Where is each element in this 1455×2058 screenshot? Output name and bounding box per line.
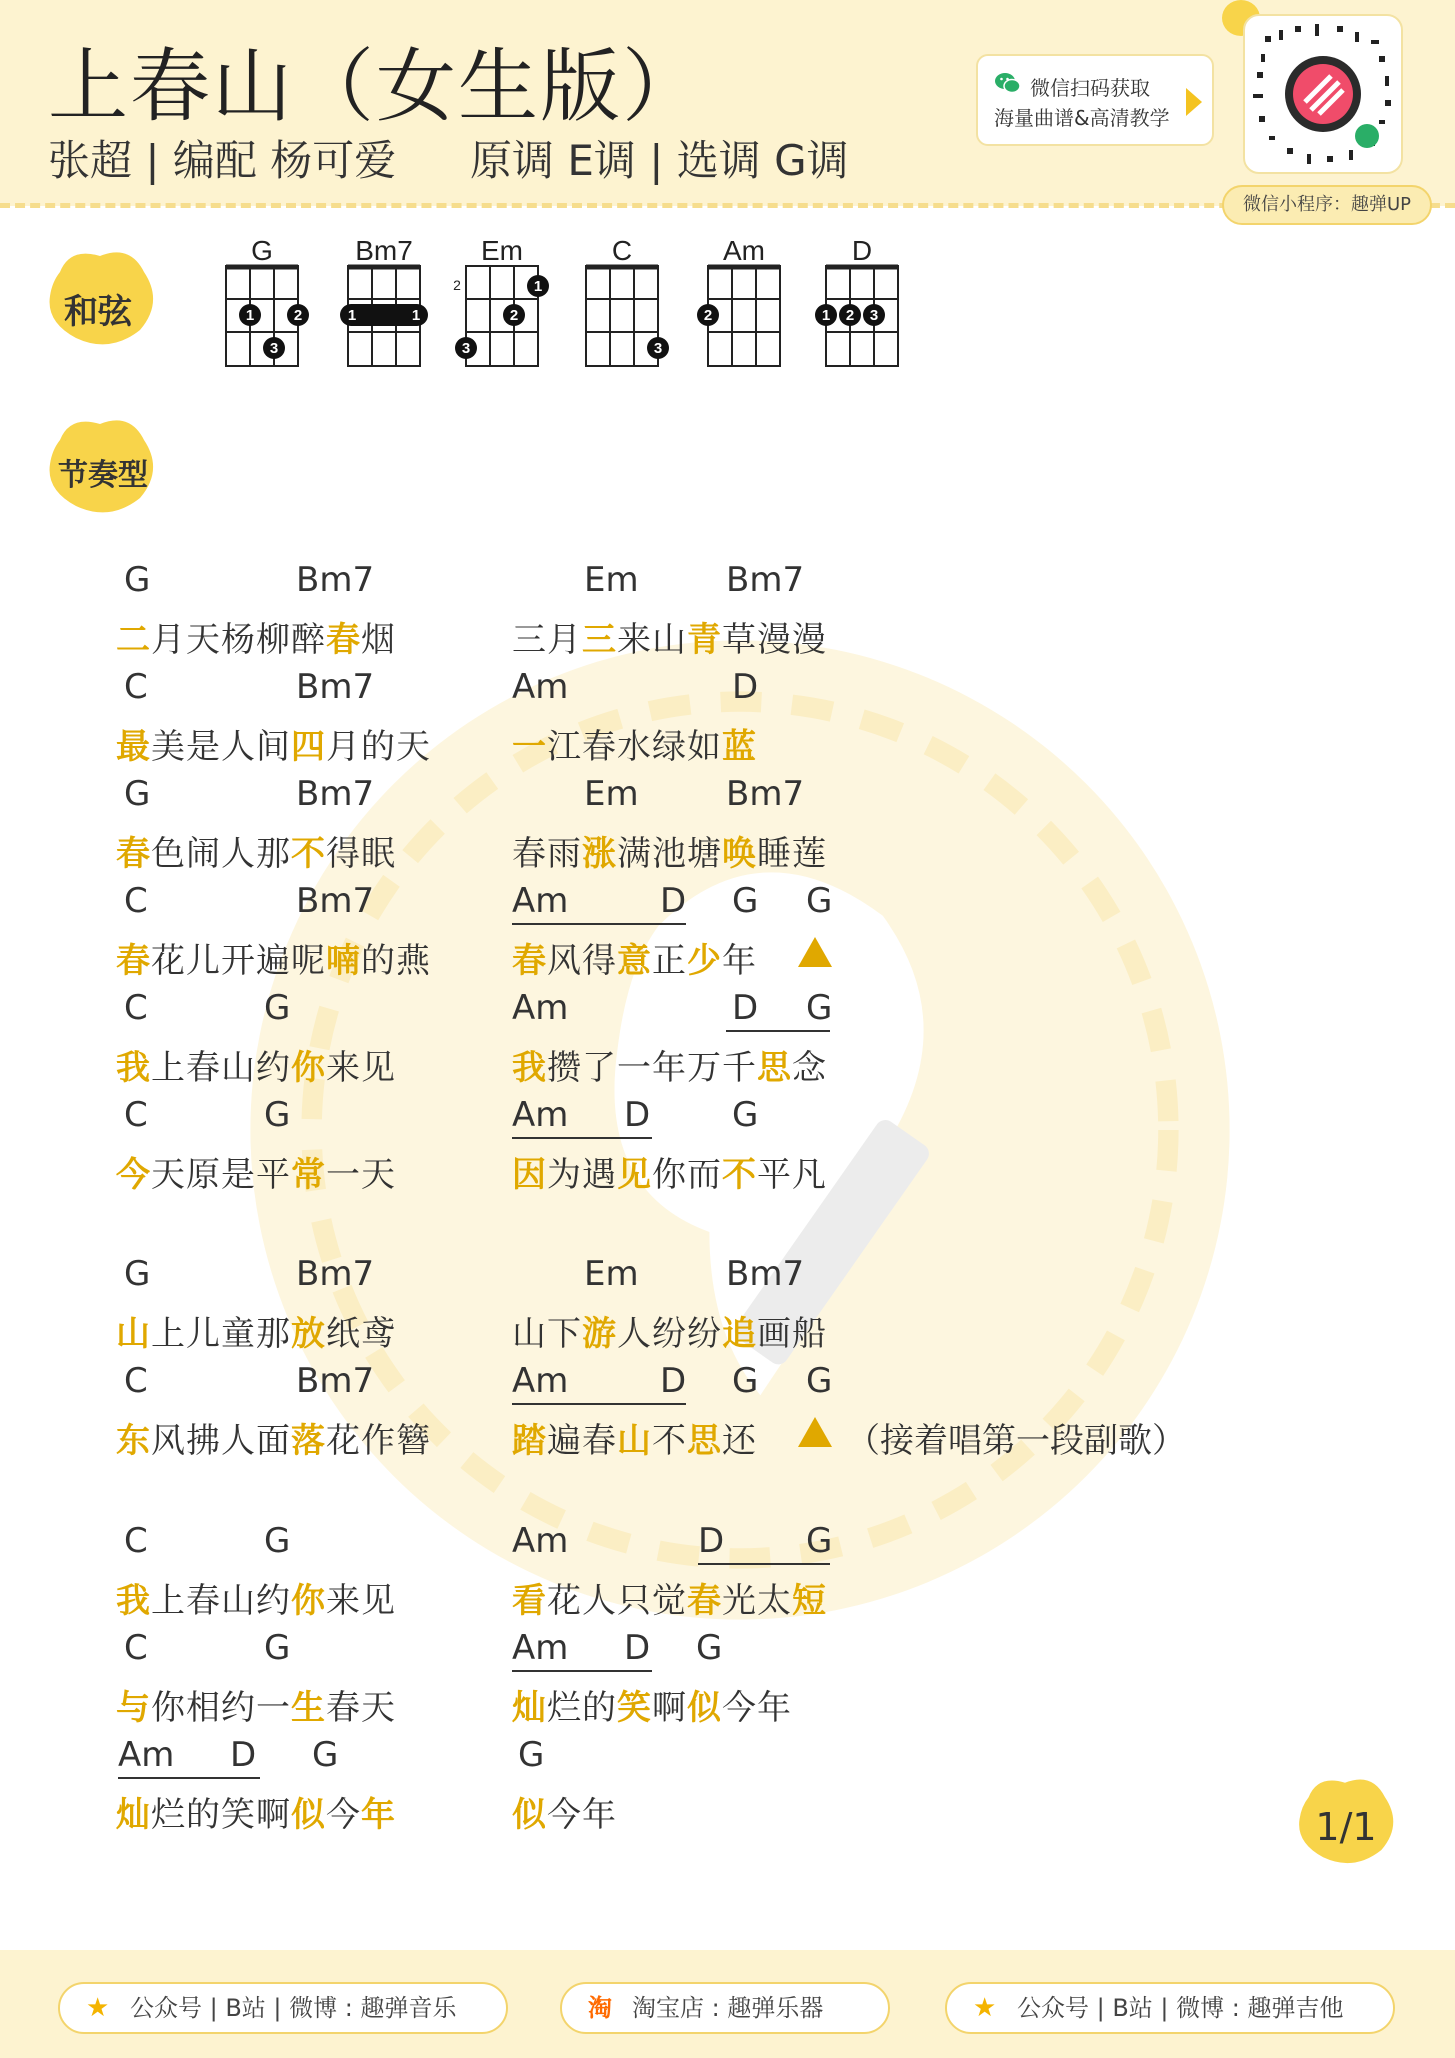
star-icon: ★ bbox=[86, 1993, 110, 2023]
chord-label: C bbox=[124, 988, 148, 1028]
lyric-right: 似今年 bbox=[512, 1795, 617, 1835]
chord-row bbox=[0, 988, 1200, 1032]
svg-text:2: 2 bbox=[509, 307, 519, 324]
chord-label: G bbox=[264, 1095, 291, 1135]
footer-middle-text: 淘宝店 : 趣弹乐器 bbox=[632, 1994, 824, 2022]
chord-label: Am bbox=[512, 1361, 569, 1401]
lyric-left: 我上春山约你来见 bbox=[116, 1048, 396, 1088]
chord-label: G bbox=[696, 1628, 723, 1668]
chord-label: Am bbox=[512, 1521, 569, 1561]
lyric-left: 今天原是平常一天 bbox=[116, 1155, 396, 1195]
repeat-marker bbox=[798, 1417, 832, 1447]
chord-row bbox=[0, 774, 1200, 818]
artist-arranger: 张超 | 编配 杨可爱 bbox=[48, 136, 397, 185]
chord-row bbox=[0, 1095, 1200, 1139]
chord-label: D bbox=[660, 1361, 687, 1401]
footer-left-text: 公众号 | B站 | 微博 : 趣弹音乐 bbox=[130, 1994, 457, 2022]
svg-text:3: 3 bbox=[869, 307, 879, 324]
chord-label: Em bbox=[584, 774, 639, 814]
chord-name-am: Am bbox=[723, 235, 765, 266]
chord-label: Bm7 bbox=[726, 560, 805, 600]
chord-underline bbox=[512, 1628, 652, 1672]
chord-label: G bbox=[124, 1254, 151, 1294]
chord-label: G bbox=[312, 1735, 339, 1775]
chord-label: G bbox=[806, 1521, 833, 1561]
chord-label: G bbox=[264, 988, 291, 1028]
chord-underline bbox=[698, 1521, 833, 1565]
chord-label: G bbox=[124, 560, 151, 600]
lyric-right: 看花人只觉春光太短 bbox=[512, 1581, 827, 1621]
lyric-right: 踏遍春山不思还 bbox=[512, 1421, 757, 1461]
chord-row bbox=[0, 1361, 1200, 1405]
chord-label: Em bbox=[584, 560, 639, 600]
chord-label: Am bbox=[512, 667, 569, 707]
svg-text:1: 1 bbox=[533, 278, 543, 295]
lyric-left: 与你相约一生春天 bbox=[116, 1688, 396, 1728]
chord-name-em: Em bbox=[481, 235, 523, 266]
qr-code-icon bbox=[1245, 16, 1401, 172]
chord-label: G bbox=[806, 988, 833, 1028]
chord-underline bbox=[512, 1095, 652, 1139]
chord-label: G bbox=[806, 881, 833, 921]
mini-program-label: 微信小程序：趣弹UP bbox=[1222, 185, 1432, 225]
svg-text:3: 3 bbox=[269, 340, 279, 357]
chord-underline bbox=[118, 1735, 260, 1779]
svg-text:3: 3 bbox=[653, 340, 663, 357]
em-fret-label: 2 bbox=[453, 277, 461, 293]
chord-label: C bbox=[124, 667, 148, 707]
triangle-icon bbox=[798, 1417, 832, 1447]
svg-text:1: 1 bbox=[411, 307, 421, 324]
chord-row bbox=[0, 1254, 1200, 1298]
promo-card[interactable] bbox=[976, 54, 1214, 146]
chords-label: 和弦 bbox=[64, 292, 132, 332]
lyric-right: 一江春水绿如蓝 bbox=[512, 727, 757, 767]
chord-label: Bm7 bbox=[726, 1254, 805, 1294]
chord-label: C bbox=[124, 1361, 148, 1401]
promo-line-2: 海量曲谱&高清教学 bbox=[994, 106, 1170, 130]
chord-underline bbox=[512, 1361, 686, 1405]
chord-row bbox=[0, 1628, 1200, 1672]
chord-row bbox=[0, 881, 1200, 925]
chord-label: C bbox=[124, 1095, 148, 1135]
chord-label: D bbox=[624, 1095, 651, 1135]
footer-social-guitar[interactable] bbox=[945, 1982, 1395, 2034]
svg-text:3: 3 bbox=[461, 340, 471, 357]
chord-label: G bbox=[518, 1735, 545, 1775]
chord-row bbox=[0, 667, 1200, 711]
repeat-marker bbox=[798, 937, 832, 967]
chord-label: Bm7 bbox=[296, 560, 375, 600]
chord-label: Am bbox=[118, 1735, 175, 1775]
footer-right-text: 公众号 | B站 | 微博 : 趣弹吉他 bbox=[1017, 1994, 1344, 2022]
lyric-left: 我上春山约你来见 bbox=[116, 1581, 396, 1621]
svg-text:1: 1 bbox=[347, 307, 357, 324]
chord-label: G bbox=[732, 881, 759, 921]
chord-row bbox=[0, 1521, 1200, 1565]
svg-text:2: 2 bbox=[703, 307, 713, 324]
chord-label: Am bbox=[512, 881, 569, 921]
chord-label: Bm7 bbox=[296, 1254, 375, 1294]
lyric-left: 最美是人间四月的天 bbox=[116, 727, 431, 767]
chord-label: C bbox=[124, 1521, 148, 1561]
chord-label: D bbox=[624, 1628, 651, 1668]
lyric-right: 春雨涨满池塘唤睡莲 bbox=[512, 834, 827, 874]
chord-label: Bm7 bbox=[296, 1361, 375, 1401]
wechat-icon bbox=[994, 71, 1022, 95]
lyric-left: 灿烂的笑啊似今年 bbox=[116, 1795, 396, 1835]
chord-row bbox=[0, 1735, 1200, 1779]
chord-name-d: D bbox=[851, 235, 873, 266]
chord-label: D bbox=[230, 1735, 257, 1775]
chord-label: D bbox=[660, 881, 687, 921]
chord-label: Bm7 bbox=[296, 881, 375, 921]
chord-label: Am bbox=[512, 988, 569, 1028]
lyric-left: 山上儿童那放纸鸢 bbox=[116, 1314, 396, 1354]
chord-label: C bbox=[124, 881, 148, 921]
chord-row bbox=[0, 560, 1200, 604]
performance-note: （接着唱第一段副歌） bbox=[846, 1421, 1186, 1461]
lyric-left: 春色闹人那不得眠 bbox=[116, 834, 396, 874]
chord-label: G bbox=[264, 1521, 291, 1561]
chord-underline bbox=[512, 881, 686, 925]
star-icon: ★ bbox=[973, 1993, 997, 2023]
lyric-right: 三月三来山青草漫漫 bbox=[512, 620, 827, 660]
chord-label: G bbox=[124, 774, 151, 814]
key-info: 原调 E调 | 选调 G调 bbox=[470, 136, 849, 185]
chord-name-bm7: Bm7 bbox=[355, 235, 413, 266]
page-indicator: 1/1 bbox=[1315, 1805, 1377, 1849]
footer-social-music[interactable] bbox=[58, 1982, 508, 2034]
lyric-right: 春风得意正少年 bbox=[512, 941, 757, 981]
chord-label: G bbox=[806, 1361, 833, 1401]
chord-label: G bbox=[264, 1628, 291, 1668]
rhythm-label: 节奏型 bbox=[58, 458, 148, 493]
chevron-right-icon bbox=[1186, 88, 1202, 116]
chord-label: Bm7 bbox=[296, 667, 375, 707]
svg-text:2: 2 bbox=[845, 307, 855, 324]
chord-label: D bbox=[698, 1521, 725, 1561]
chord-name-c: C bbox=[611, 235, 633, 266]
lyric-right: 山下游人纷纷追画船 bbox=[512, 1314, 827, 1354]
lyric-right: 我攒了一年万千思念 bbox=[512, 1048, 827, 1088]
chord-label: Am bbox=[512, 1628, 569, 1668]
lyric-right: 灿烂的笑啊似今年 bbox=[512, 1688, 792, 1728]
chord-label: Bm7 bbox=[296, 774, 375, 814]
lyric-left: 春花儿开遍呢喃的燕 bbox=[116, 941, 431, 981]
chord-name-g: G bbox=[251, 235, 273, 266]
chord-label: Am bbox=[512, 1095, 569, 1135]
chord-label: Em bbox=[584, 1254, 639, 1294]
lyric-left: 东风拂人面落花作簪 bbox=[116, 1421, 431, 1461]
chord-diagrams bbox=[220, 230, 920, 380]
song-title: 上春山（女生版） bbox=[48, 40, 704, 133]
chord-label: D bbox=[732, 667, 759, 707]
lyric-left: 二月天杨柳醉春烟 bbox=[116, 620, 396, 660]
svg-text:1: 1 bbox=[821, 307, 831, 324]
chord-label: G bbox=[732, 1095, 759, 1135]
chord-label: G bbox=[732, 1361, 759, 1401]
qr-code[interactable] bbox=[1243, 14, 1403, 174]
svg-text:1: 1 bbox=[245, 307, 255, 324]
triangle-icon bbox=[798, 937, 832, 967]
lyric-right: 因为遇见你而不平凡 bbox=[512, 1155, 827, 1195]
taobao-icon: 淘 bbox=[588, 1994, 612, 2022]
chord-label: C bbox=[124, 1628, 148, 1668]
promo-line-1: 微信扫码获取 bbox=[1030, 76, 1150, 100]
footer-taobao[interactable] bbox=[560, 1982, 890, 2034]
svg-text:2: 2 bbox=[293, 307, 303, 324]
chord-label: D bbox=[732, 988, 759, 1028]
chord-underline bbox=[726, 988, 833, 1032]
chord-label: Bm7 bbox=[726, 774, 805, 814]
